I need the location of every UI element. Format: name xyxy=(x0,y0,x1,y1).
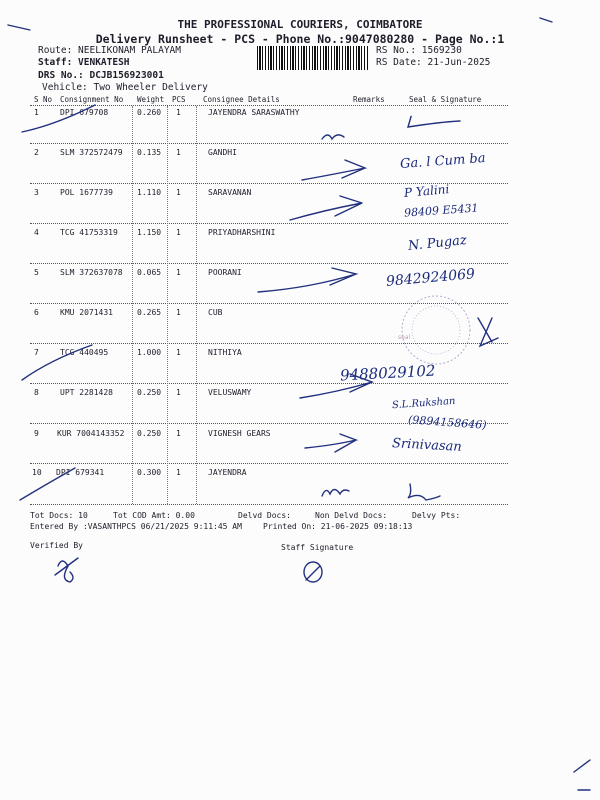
row-consignment: POL 1677739 xyxy=(60,188,113,197)
row-weight: 0.065 xyxy=(137,268,162,277)
row-pcs: 1 xyxy=(176,388,181,397)
row-consignment: UPT 2281428 xyxy=(60,388,113,397)
row-consignee: VELUSWAMY xyxy=(208,388,252,397)
row-sno: 3 xyxy=(34,188,39,197)
row-sno: 6 xyxy=(34,308,39,317)
row-weight: 0.250 xyxy=(137,388,162,397)
svg-text:seal: seal xyxy=(398,334,411,341)
staff-label: Staff: VENKATESH xyxy=(38,57,130,68)
row-consignment: DPI 679341 xyxy=(56,468,105,477)
handwritten-remark: P Yalini xyxy=(403,182,450,200)
row-consignment: KMU 2071431 xyxy=(60,308,113,317)
non-delivered-docs: Non Delvd Docs: xyxy=(315,511,388,520)
verified-signature xyxy=(55,558,78,582)
col-sno: S No xyxy=(34,95,53,104)
row-sno: 1 xyxy=(34,108,39,117)
row-consignment: SLM 372637078 xyxy=(60,268,123,277)
col-consignee: Consignee Details xyxy=(203,95,280,104)
handwritten-remark: 9488029102 xyxy=(339,361,436,385)
row-consignee: JAYENDRA xyxy=(208,468,247,477)
row-pcs: 1 xyxy=(176,468,181,477)
row-consignee: JAYENDRA SARASWATHY xyxy=(208,108,300,117)
runsheet-subtitle: Delivery Runsheet - PCS - Phone No.:9047080280 - Page No.:1 xyxy=(95,32,505,46)
staff-signature-mark xyxy=(304,562,322,582)
col-weight: Weight xyxy=(137,95,165,104)
row-consignment: TCG 41753319 xyxy=(60,228,118,237)
row-sno: 4 xyxy=(34,228,39,237)
scan-mark xyxy=(540,18,552,22)
row-weight: 0.135 xyxy=(137,148,162,157)
tick-mark xyxy=(20,468,75,500)
company-title: THE PROFESSIONAL COURIERS, COIMBATORE xyxy=(177,18,423,31)
row-sno: 8 xyxy=(34,388,39,397)
row-consignee: PRIYADHARSHINI xyxy=(208,228,276,237)
row-weight: 0.300 xyxy=(137,468,162,477)
verified-by-label: Verified By xyxy=(30,541,83,550)
handwritten-remark: N. Pugaz xyxy=(407,232,468,255)
handwritten-remark: Ga. l Cum ba xyxy=(399,151,486,172)
handwritten-remark: (9894158646) xyxy=(407,413,487,432)
total-cod-amount: Tot COD Amt: 0.00 xyxy=(113,511,195,520)
signature-stroke xyxy=(408,484,440,500)
signature-stroke xyxy=(408,116,460,127)
col-seal-signature: Seal & Signature xyxy=(409,95,482,104)
handwritten-remark: S.L.Rukshan xyxy=(391,395,456,412)
row-consignment: DPI 679708 xyxy=(60,108,109,117)
col-consignment: Consignment No xyxy=(60,95,124,104)
row-pcs: 1 xyxy=(176,308,181,317)
col-pcs: PCS xyxy=(172,95,186,104)
arrow-icon xyxy=(258,268,356,292)
arrow-icon xyxy=(290,196,362,220)
entered-by: Entered By :VASANTHPCS 06/21/2025 9:11:45 AM xyxy=(30,522,242,531)
row-consignee: VIGNESH GEARS xyxy=(208,429,271,438)
arrow-icon xyxy=(302,160,365,180)
tick-mark xyxy=(22,105,95,132)
row-sno: 9 xyxy=(34,429,39,438)
scan-mark xyxy=(574,760,590,790)
row-pcs: 1 xyxy=(176,348,181,357)
handwritten-remark: 98409 E5431 xyxy=(403,201,479,220)
row-consignee: CUB xyxy=(208,308,223,317)
row-sno: 2 xyxy=(34,148,39,157)
row-weight: 0.260 xyxy=(137,108,162,117)
row-weight: 0.265 xyxy=(137,308,162,317)
total-docs: Tot Docs: 10 xyxy=(30,511,88,520)
row-consignment: KUR 7004143352 xyxy=(57,429,125,438)
row-pcs: 1 xyxy=(176,429,181,438)
row-weight: 1.110 xyxy=(137,188,162,197)
scan-mark xyxy=(8,25,30,30)
row-sno: 5 xyxy=(34,268,39,277)
row-weight: 0.250 xyxy=(137,429,162,438)
row-pcs: 1 xyxy=(176,268,181,277)
row-sno: 10 xyxy=(32,468,42,477)
col-remarks: Remarks xyxy=(353,95,385,104)
signature-stroke xyxy=(322,490,349,497)
rs-date: RS Date: 21-Jun-2025 xyxy=(376,57,491,68)
row-consignee: GANDHI xyxy=(208,148,237,157)
delivered-docs: Delvd Docs: xyxy=(238,511,291,520)
signature-stroke xyxy=(478,318,498,346)
row-sno: 7 xyxy=(34,348,39,357)
arrow-icon xyxy=(305,434,356,452)
handwritten-remark: 9842924069 xyxy=(385,266,476,290)
row-consignee: SARAVANAN xyxy=(208,188,252,197)
row-pcs: 1 xyxy=(176,228,181,237)
row-consignment: TCG 440495 xyxy=(60,348,109,357)
tick-mark xyxy=(22,345,92,380)
delivery-points: Delvy Pts: xyxy=(412,511,461,520)
row-pcs: 1 xyxy=(176,108,181,117)
handwritten-remark: Srinivasan xyxy=(391,436,463,455)
row-pcs: 1 xyxy=(176,188,181,197)
row-consignment: SLM 372572479 xyxy=(60,148,123,157)
row-pcs: 1 xyxy=(176,148,181,157)
seal-stamp xyxy=(398,296,470,364)
row-weight: 1.000 xyxy=(137,348,162,357)
rs-number: RS No.: 1569230 xyxy=(376,45,462,56)
signature-stroke xyxy=(322,135,344,139)
drs-number: DRS No.: DCJB156923001 xyxy=(38,70,164,81)
staff-signature-label: Staff Signature xyxy=(281,543,354,552)
arrow-icon xyxy=(300,374,372,398)
row-consignee: POORANI xyxy=(208,268,242,277)
row-weight: 1.150 xyxy=(137,228,162,237)
row-consignee: NITHIYA xyxy=(208,348,242,357)
vehicle-label: Vehicle: Two Wheeler Delivery xyxy=(42,82,208,93)
route-label: Route: NEELIKONAM PALAYAM xyxy=(38,45,181,56)
printed-on: Printed On: 21-06-2025 09:18:13 xyxy=(263,522,413,531)
